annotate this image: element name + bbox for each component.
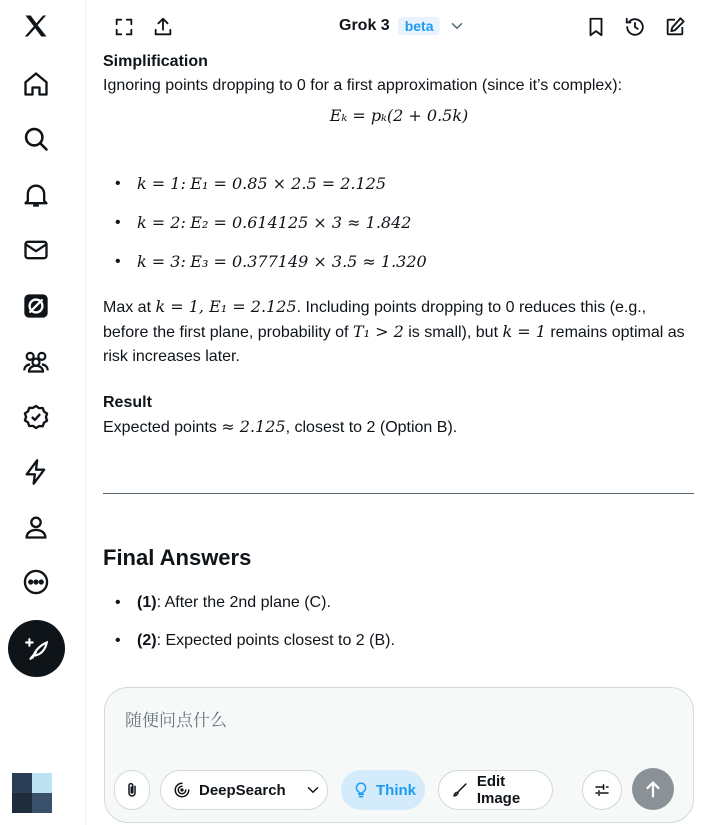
settings-sliders-button[interactable] [582, 770, 622, 810]
final-answers-heading: Final Answers [103, 545, 252, 570]
chat-input[interactable] [123, 710, 667, 732]
lightning-icon[interactable] [16, 452, 56, 492]
model-title: Grok 3 [339, 17, 390, 34]
attach-button[interactable] [114, 770, 150, 810]
response-content [103, 50, 695, 440]
new-chat-edit-icon[interactable] [662, 14, 688, 40]
model-selector[interactable] [339, 17, 466, 35]
analysis-paragraph: Max at k = 1, E₁ = 2.125. Including points dropping to 0 reduces this (e.g., before the first plane, probability of T₁ > 2 is small), but k = 1 remains optimal as risk increases later. [103, 297, 685, 365]
lightbulb-icon [352, 781, 370, 799]
profile-icon[interactable] [16, 507, 56, 547]
edit-image-label: Edit Image [476, 773, 521, 807]
search-icon[interactable] [16, 119, 56, 159]
communities-icon[interactable] [16, 341, 56, 381]
final-answers-list [103, 591, 695, 653]
chevron-down-icon[interactable] [304, 781, 322, 799]
bookmark-icon[interactable] [583, 14, 609, 40]
list-item: • k = 3: E₃ = 0.377149 × 3.5 ≈ 1.320 [103, 250, 695, 275]
result-heading: Result [103, 394, 152, 411]
expand-icon[interactable] [111, 14, 137, 40]
history-icon[interactable] [622, 14, 648, 40]
grok-icon[interactable] [16, 286, 56, 326]
share-upload-icon[interactable] [150, 14, 176, 40]
list-item: • (2): Expected points closest to 2 (B). [103, 629, 695, 653]
expected-values-list [103, 172, 695, 275]
divider [103, 493, 694, 494]
chevron-down-icon [448, 17, 466, 35]
simplification-intro: Ignoring points dropping to 0 for a first approximation (since it’s complex): [103, 77, 623, 94]
feather-plus-icon [24, 636, 50, 662]
avatar[interactable] [12, 773, 52, 813]
arrow-up-icon [642, 778, 664, 800]
sliders-icon [593, 781, 611, 799]
edit-image-button[interactable] [438, 770, 553, 810]
deepsearch-icon [173, 781, 191, 799]
beta-badge: beta [398, 17, 441, 35]
brush-icon [451, 781, 469, 799]
result-text: Expected points ≈ 2.125, closest to 2 (Option B). [103, 417, 458, 436]
paperclip-icon [123, 781, 141, 799]
think-label: Think [376, 781, 416, 799]
verified-badge-icon[interactable] [16, 397, 56, 437]
deepsearch-button[interactable] [160, 770, 328, 810]
top-bar [86, 0, 705, 50]
list-item: • (1): After the 2nd plane (C). [103, 591, 695, 615]
chat-composer [104, 687, 694, 823]
sidebar [0, 0, 86, 825]
more-circle-icon[interactable] [16, 562, 56, 602]
messages-envelope-icon[interactable] [16, 230, 56, 270]
simplification-heading: Simplification [103, 53, 208, 70]
notifications-bell-icon[interactable] [16, 175, 56, 215]
list-item: • k = 1: E₁ = 0.85 × 2.5 = 2.125 [103, 172, 695, 197]
home-icon[interactable] [16, 64, 56, 104]
send-button[interactable] [632, 768, 674, 810]
think-button[interactable] [341, 770, 425, 810]
list-item: • k = 2: E₂ = 0.614125 × 3 ≈ 1.842 [103, 211, 695, 236]
x-logo-icon[interactable] [16, 6, 56, 46]
deepsearch-label: DeepSearch [199, 781, 286, 799]
formula: Eₖ = pₖ(2 + 0.5k) [329, 106, 469, 125]
compose-post-button[interactable] [8, 620, 65, 677]
